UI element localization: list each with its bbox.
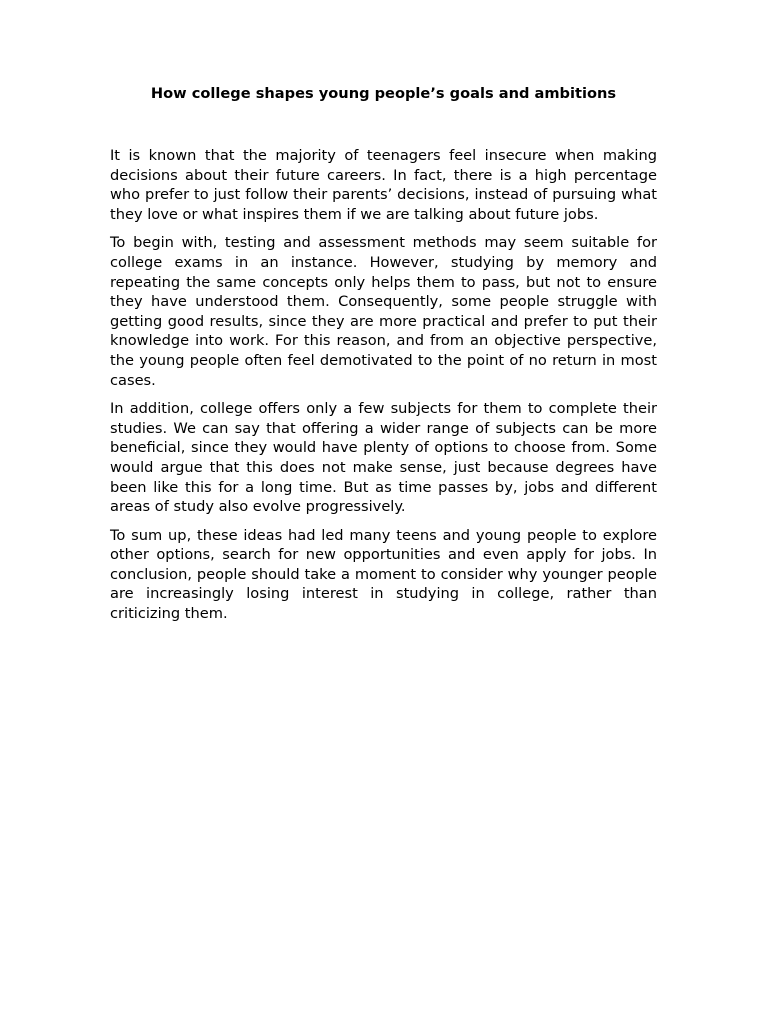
paragraph-subjects: In addition, college offers only a few subjects for them to complete their studies. We can say that offering a wider range of subjects can be more beneficial, since they would have plenty of options to choose from. Some would argue that this does not make sense, just because degrees have been like this for a long time. But as time passes by, jobs and different areas of study also evolve progressively.: [110, 400, 657, 516]
paragraph-intro: It is known that the majority of teenagers feel insecure when making decisions about their future careers. In fact, there is a high percentage who prefer to just follow their parents’ decisions, instead of pursuing what they love or what inspires them if we are talking about future jobs.: [110, 147, 657, 223]
document-page: [110, 84, 657, 633]
paragraph-testing-methods: To begin with, testing and assessment methods may seem suitable for college exams in an instance. However, studying by memory and repeating the same concepts only helps them to pass, but not to ensure they have understood them. Consequently, some people struggle with getting good results, since they are more practical and prefer to put their knowledge into work. For this reason, and from an objective perspective, the young people often feel demotivated to the point of no return in most cases.: [110, 234, 657, 389]
paragraph-conclusion: To sum up, these ideas had led many teens and young people to explore other options, search for new opportunities and even apply for jobs. In conclusion, people should take a moment to consider why younger people are increasingly losing interest in studying in college, rather than criticizing them.: [110, 526, 657, 623]
document-title: How college shapes young people’s goals and ambitions: [150, 85, 617, 102]
document-body: [110, 146, 657, 624]
